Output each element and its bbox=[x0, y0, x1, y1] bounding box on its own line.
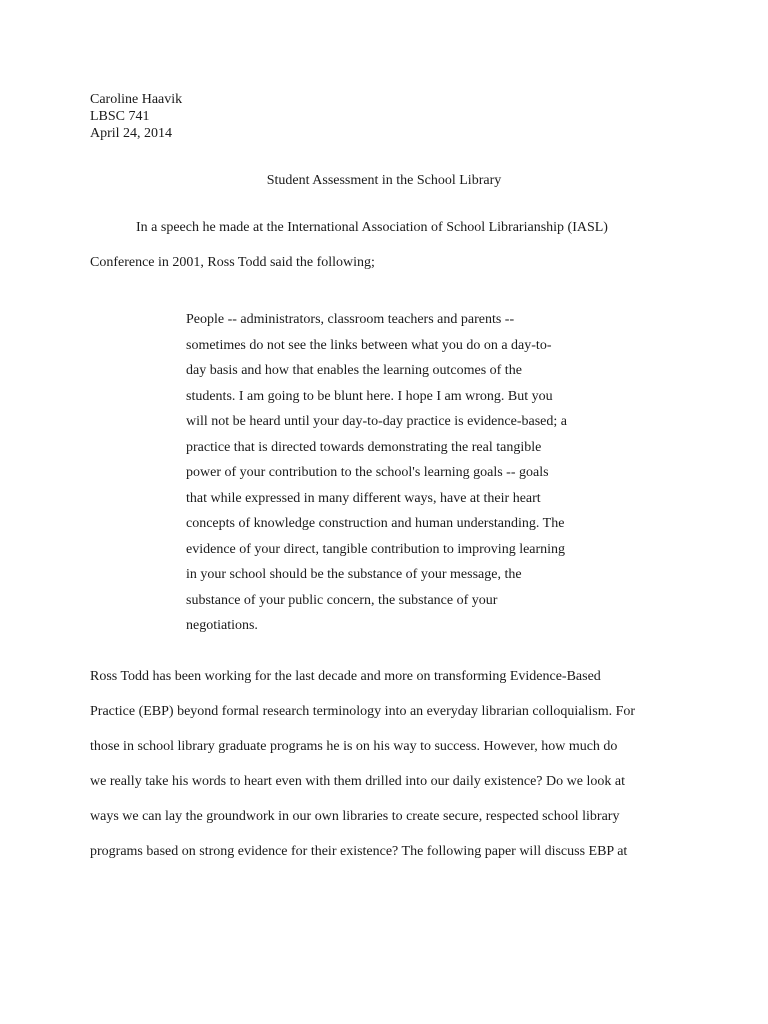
paragraph-line: we really take his words to heart even with them drilled into our daily existence? Do we look at bbox=[90, 774, 625, 789]
document-title: Student Assessment in the School Library bbox=[266, 173, 502, 188]
document-date: April 24, 2014 bbox=[90, 126, 173, 141]
quote-line: power of your contribution to the school's learning goals -- goals bbox=[186, 465, 549, 480]
quote-line: sometimes do not see the links between what you do on a day-to- bbox=[186, 337, 552, 353]
quote-line: that while expressed in many different ways, have at their heart bbox=[186, 490, 541, 506]
paragraph-line: programs based on strong evidence for their existence? The following paper will discuss EBP at bbox=[90, 844, 628, 859]
quote-line: in your school should be the substance of your message, the bbox=[186, 567, 522, 582]
paragraph-line: Practice (EBP) beyond formal research terminology into an everyday librarian colloquialism. For bbox=[90, 704, 636, 719]
course-code: LBSC 741 bbox=[90, 109, 150, 124]
author-name: Caroline Haavik bbox=[90, 92, 183, 107]
quote-line: People -- administrators, classroom teachers and parents -- bbox=[186, 312, 515, 327]
quote-line: substance of your public concern, the substance of your bbox=[186, 592, 498, 608]
paragraph-line: Ross Todd has been working for the last decade and more on transforming Evidence-Based bbox=[90, 669, 601, 684]
quote-line: negotiations. bbox=[186, 618, 258, 633]
paragraph-line: ways we can lay the groundwork in our own libraries to create secure, respected school library bbox=[90, 809, 620, 824]
quote-line: will not be heard until your day-to-day practice is evidence-based; a bbox=[186, 414, 567, 429]
quote-line: practice that is directed towards demonstrating the real tangible bbox=[186, 439, 542, 455]
author-header bbox=[90, 91, 182, 142]
paragraph-line: Conference in 2001, Ross Todd said the following; bbox=[90, 255, 375, 270]
quote-line: evidence of your direct, tangible contribution to improving learning bbox=[186, 541, 566, 557]
paragraph-line: In a speech he made at the International Association of School Librarianship (IASL) bbox=[136, 220, 608, 235]
paragraph-line: those in school library graduate programs he is on his way to success. However, how much do bbox=[90, 739, 618, 754]
quote-line: day basis and how that enables the learning outcomes of the bbox=[186, 363, 522, 378]
quote-line: concepts of knowledge construction and human understanding. The bbox=[186, 516, 565, 531]
quote-line: students. I am going to be blunt here. I hope I am wrong. But you bbox=[186, 388, 553, 404]
